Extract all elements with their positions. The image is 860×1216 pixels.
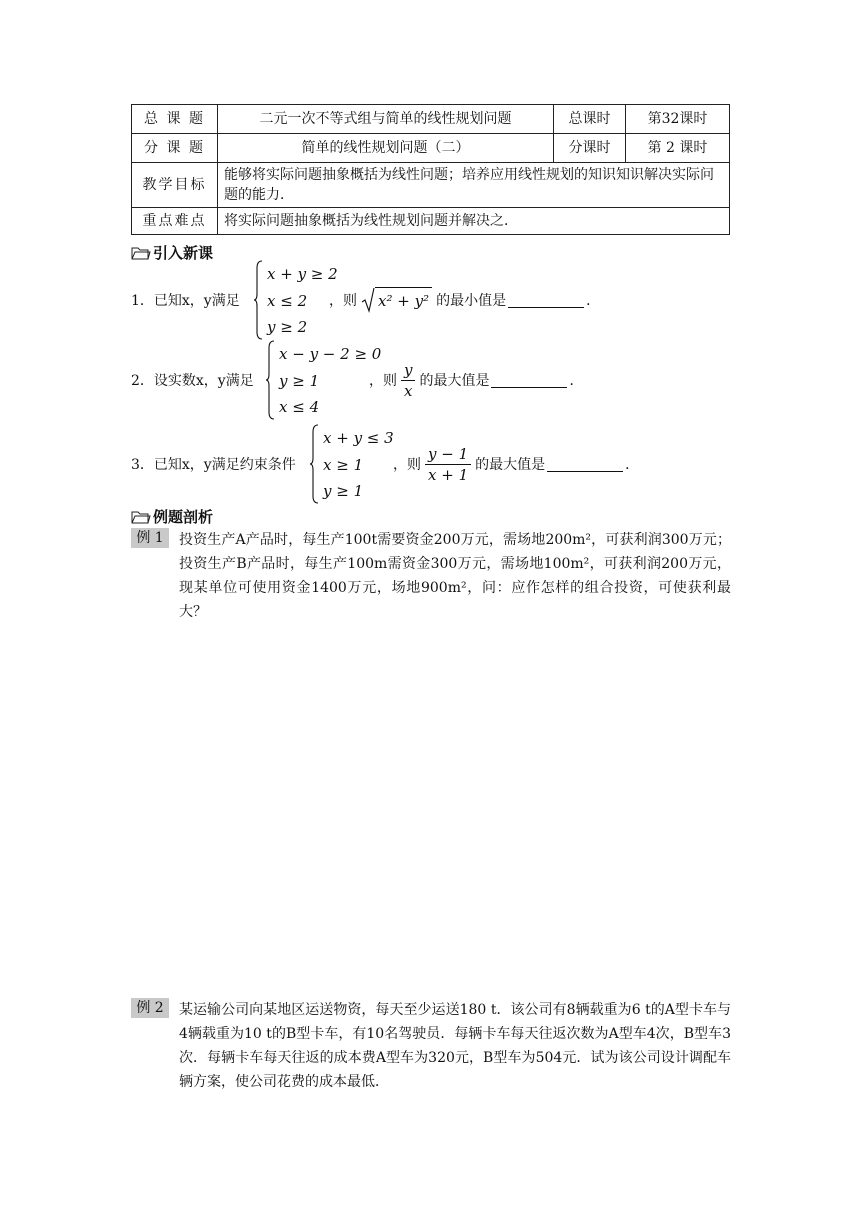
answer-blank[interactable] [547,457,623,472]
left-brace-icon [253,260,263,340]
intro-problem-3 [131,424,731,504]
header-row-total-topic [132,105,730,134]
problem-1-eq-2: x ≤ 2 [267,291,308,310]
objectives-value: 能够将实际问题抽象概括为线性问题；培养应用线性规划的知识知识解决实际问题的能力． [218,163,730,208]
problem-2-eq-3: x ≤ 4 [279,398,320,416]
problem-3-post: 的最大值是 [475,457,546,473]
example-2-text: 某运输公司向某地区运送物资，每天至少运送180 t．该公司有8辆载重为6 t的A型卡车与4辆载重为10 t的B型卡车，有10名驾驶员．每辆卡车每天往返次数为A型车4次，B型车3次．每辆卡车每天往返的成本费A型车为320元，B型车为504元．试为该公司设计调配车辆方案，使公司花费的成本最低． [179,1002,731,1090]
lesson-header-table [131,104,730,235]
fraction-y-over-x [401,360,415,401]
problem-1-pre: ，则 [329,293,357,309]
left-brace-icon [309,424,319,504]
sub-hours-label: 分课时 [554,134,626,163]
sub-topic-label: 分 课 题 [132,134,218,163]
problem-3-lead: 3．已知x，y满足约束条件 [131,457,296,473]
total-hours-value: 第32课时 [626,105,730,134]
problem-1-eq-1: x + y ≥ 2 [267,265,338,283]
problem-1-radicand: x² + y² [375,287,432,313]
problem-1-post: 的最小值是 [436,293,507,309]
problem-3-system [309,424,394,504]
problem-1-system [253,260,338,340]
key-points-value: 将实际问题抽象概括为线性规划问题并解决之． [218,208,730,235]
intro-problem-2 [131,340,731,420]
problem-2-post: 的最大值是 [419,373,490,389]
problem-2-eq-2: y ≥ 1 [279,371,320,390]
section-examples-title: 例题剖析 [153,508,214,526]
answer-blank[interactable] [508,293,584,308]
total-hours-label: 总课时 [554,105,626,134]
total-topic-label: 总 课 题 [132,105,218,134]
header-row-key-points [132,208,730,235]
sqrt-sign-icon [361,287,375,313]
section-examples-heading [131,506,213,527]
problem-3-eq-2: x ≥ 1 [323,455,364,474]
problem-2-question [369,340,583,420]
answer-blank[interactable] [491,373,567,388]
problem-1-question [329,260,600,340]
header-row-sub-topic [132,134,730,163]
sqrt-expression [361,287,432,313]
problem-2-lead: 2．设实数x，y满足 [131,373,254,389]
problem-2-system [265,340,381,420]
example-1-text: 投资生产A产品时，每生产100t需要资金200万元，需场地200m²，可获利润300万元；投资生产B产品时，每生产100m需资金300万元，需场地100m²，可获利润200万元，现某单位可使用资金1400万元，场地900m²，问：应作怎样的组合投资，可使获利最大？ [179,532,731,620]
fraction-y-minus-1-over-x-plus-1 [425,444,471,485]
sub-hours-value: 第 2 课时 [626,134,730,163]
folder-icon [131,246,151,260]
example-1-tag: 例 1 [131,528,169,548]
intro-problem-1 [131,260,731,340]
problem-2-eq-1: x − y − 2 ≥ 0 [279,345,382,363]
problem-1-lead: 1．已知x，y满足 [131,293,240,309]
total-topic-value: 二元一次不等式组与简单的线性规划问题 [218,105,554,134]
problem-3-question [393,424,639,504]
header-row-objectives [132,163,730,208]
left-brace-icon [265,340,275,420]
problem-2-pre: ，则 [369,373,397,389]
problem-3-denominator: x + 1 [428,465,469,484]
problem-2-end: ． [569,373,584,389]
folder-icon [131,510,151,524]
problem-3-numerator: y − 1 [425,444,471,465]
problem-3-end: ． [625,457,640,473]
problem-2-numerator: y [401,360,415,381]
problem-2-denominator: x [404,381,413,400]
problem-3-eq-3: y ≥ 1 [323,482,364,500]
problem-1-end: ． [586,293,601,309]
section-intro-title: 引入新课 [153,244,214,262]
sub-topic-value: 简单的线性规划问题（二） [218,134,554,163]
problem-3-pre: ，则 [393,457,421,473]
problem-3-eq-1: x + y ≤ 3 [323,429,394,447]
example-2-tag: 例 2 [131,998,169,1018]
key-points-label: 重点难点 [132,208,218,235]
objectives-label: 教学目标 [132,163,218,208]
problem-1-eq-3: y ≥ 2 [267,318,308,336]
